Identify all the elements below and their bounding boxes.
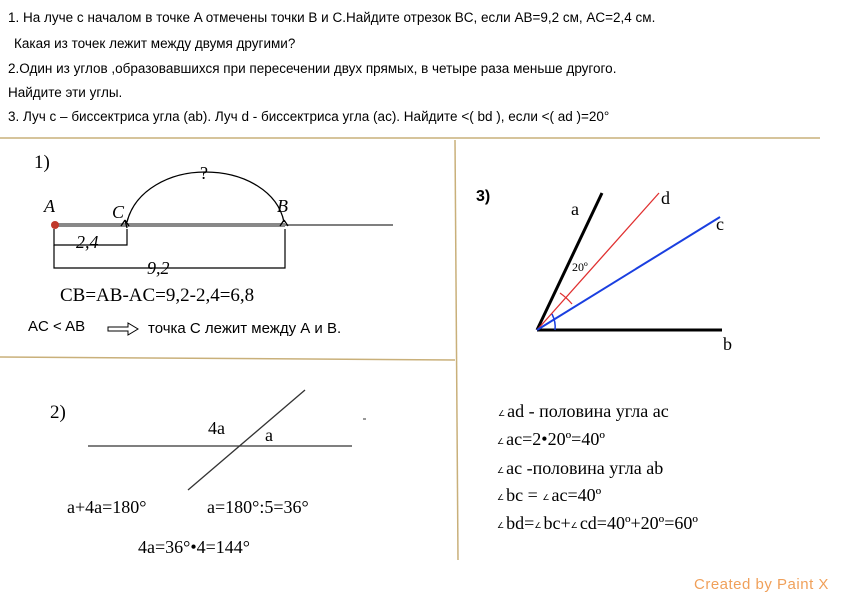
angle-symbol: ∠ [534, 521, 542, 530]
label-point-a: A [44, 196, 55, 216]
solution-1-text: ad - половина угла ac [507, 401, 669, 421]
label-ac-length: 2,4 [76, 232, 99, 252]
label-ab-length: 9,2 [147, 258, 170, 278]
label-ray-c: c [716, 214, 724, 234]
equation-4a: 4a=36°•4=144° [138, 537, 250, 557]
solution-5a-text: bd= [506, 513, 535, 533]
solution-line-5 [497, 513, 698, 534]
label-angle-4a: 4a [208, 418, 225, 438]
task3-line1: 3. Луч c – биссектриса угла (ab). Луч d - биссектриса угла (ac). Найдите <( bd ), если <( ad )=20° [8, 109, 610, 124]
divider-vertical [455, 140, 458, 560]
angle-symbol: ∠ [497, 437, 505, 446]
angle-symbol: ∠ [542, 493, 550, 502]
label-angle-20: 20º [572, 260, 588, 274]
solution-5c-text: cd=40º+20º=60º [579, 513, 698, 533]
label-angle-a: a [265, 425, 273, 445]
compare-ac-ab: AC < AB [28, 318, 86, 335]
arc-question-mark: ? [200, 163, 208, 183]
label-ray-d: d [661, 188, 670, 208]
task2-line1: 2.Один из углов ,образовавшихся при пересечении двух прямых, в четыре раза меньше другого. [8, 61, 617, 76]
label-ray-b: b [723, 334, 732, 354]
angle-symbol: ∠ [570, 521, 578, 530]
ray-d [537, 193, 659, 330]
point-a-dot [51, 221, 59, 229]
solution-4b-text: ac=40º [551, 485, 602, 505]
label-ray-a: a [571, 199, 579, 219]
divider-middle [0, 357, 455, 360]
equation-a: a=180°:5=36° [207, 497, 309, 517]
angle-symbol: ∠ [497, 521, 505, 530]
solution-line-1 [498, 401, 669, 422]
angle-symbol: ∠ [498, 409, 506, 418]
solution-line-3 [497, 458, 663, 479]
section3-angle-figure [537, 193, 722, 330]
solution-line-2 [497, 429, 605, 450]
task2-line2: Найдите эти углы. [8, 85, 123, 100]
task1-line2: Какая из точек лежит между двумя другими? [14, 36, 296, 51]
section2-number: 2) [50, 402, 66, 423]
label-point-c: C [112, 202, 125, 222]
angle-symbol: ∠ [497, 493, 505, 502]
equation-sum: a+4a=180° [67, 497, 147, 517]
watermark: Created by Paint X [694, 576, 829, 593]
calc-cb: CB=AB-AC=9,2-2,4=6,8 [60, 285, 255, 306]
conclusion-text: точка С лежит между А и В. [148, 320, 342, 337]
solution-5b-text: bc+ [543, 513, 571, 533]
section2-lines-figure [88, 390, 366, 490]
label-point-b: B [277, 196, 288, 216]
implies-arrow [108, 323, 138, 335]
solution-2-text: ac=2•20º=40º [506, 429, 605, 449]
section1-number: 1) [34, 152, 50, 173]
solution-4a-text: bc = [506, 485, 538, 505]
solution-3-text: ac -половина угла ab [506, 458, 664, 478]
section1-ray-figure [51, 172, 393, 335]
task1-line1: 1. На луче с началом в точке A отмечены точки B и C.Найдите отрезок BC, если AB=9,2 см, AC=2,4 см. [8, 10, 656, 25]
angle-arc-cb [552, 314, 555, 330]
section3-number: 3) [476, 188, 491, 205]
line-diagonal [188, 390, 305, 490]
angle-symbol: ∠ [497, 466, 505, 475]
solution-line-4 [497, 485, 601, 506]
